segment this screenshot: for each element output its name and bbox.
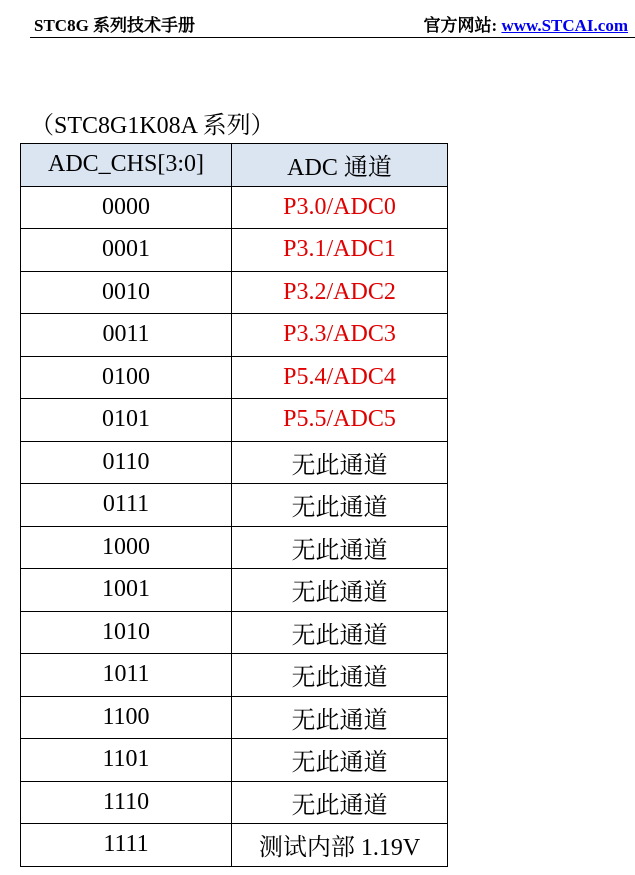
header-adc-chs: ADC_CHS[3:0] [21,144,232,187]
cell-code: 1001 [21,569,232,612]
cell-channel: 无此通道 [232,569,448,612]
adc-channel-table [20,143,448,867]
cell-channel: P3.3/ADC3 [232,314,448,357]
cell-channel: 测试内部 1.19V [232,824,448,867]
table-body [21,186,448,866]
website-label: 官方网站: [423,16,502,35]
cell-channel: P5.5/ADC5 [232,399,448,442]
cell-code: 0001 [21,229,232,272]
cell-code: 1101 [21,739,232,782]
table-row [21,611,448,654]
cell-channel: 无此通道 [232,781,448,824]
table-row [21,526,448,569]
cell-channel: P3.2/ADC2 [232,271,448,314]
cell-code: 0011 [21,314,232,357]
table-row [21,399,448,442]
table-row [21,271,448,314]
cell-code: 1000 [21,526,232,569]
header-adc-channel: ADC 通道 [232,144,448,187]
official-website [424,11,628,36]
table-row [21,314,448,357]
table-row [21,696,448,739]
cell-channel: 无此通道 [232,696,448,739]
page-header [0,0,635,40]
cell-code: 0101 [21,399,232,442]
table-row [21,356,448,399]
table-row [21,186,448,229]
cell-channel: 无此通道 [232,484,448,527]
cell-code: 1100 [21,696,232,739]
table-row [21,654,448,697]
cell-code: 0111 [21,484,232,527]
cell-code: 0100 [21,356,232,399]
cell-channel: P3.0/ADC0 [232,186,448,229]
table-row [21,569,448,612]
cell-code: 1011 [21,654,232,697]
table-row [21,781,448,824]
cell-code: 1010 [21,611,232,654]
cell-channel: 无此通道 [232,739,448,782]
cell-channel: P3.1/ADC1 [232,229,448,272]
table-caption: （STC8G1K08A 系列） [30,113,275,139]
cell-code: 0010 [21,271,232,314]
cell-channel: 无此通道 [232,526,448,569]
website-link[interactable]: www.STCAI.com [501,16,628,35]
table-row [21,824,448,867]
cell-channel: 无此通道 [232,654,448,697]
cell-channel: 无此通道 [232,441,448,484]
cell-code: 1111 [21,824,232,867]
cell-channel: P5.4/ADC4 [232,356,448,399]
cell-channel: 无此通道 [232,611,448,654]
header-divider [30,37,635,38]
document-title: STC8G 系列技术手册 [34,16,196,35]
table-row [21,484,448,527]
table-row [21,739,448,782]
cell-code: 1110 [21,781,232,824]
cell-code: 0000 [21,186,232,229]
table-row [21,441,448,484]
cell-code: 0110 [21,441,232,484]
table-header-row [21,144,448,187]
table-row [21,229,448,272]
